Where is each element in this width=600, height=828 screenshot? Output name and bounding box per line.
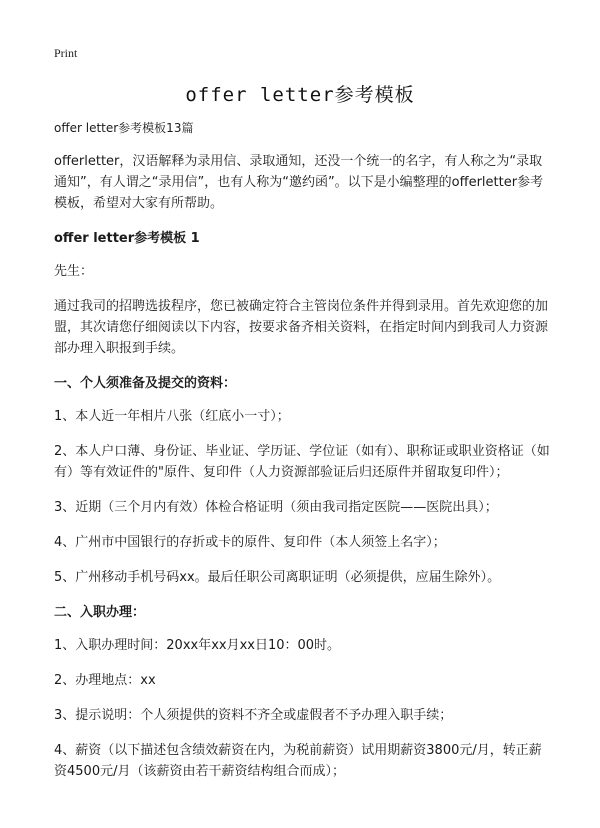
list-item: 1、本人近一年相片八张（红底小一寸）； — [54, 409, 290, 424]
body-intro-paragraph: 通过我司的招聘选拔程序，您已被确定符合主管岗位条件并得到录用。首先欢迎您的加盟，其次请您仔细阅读以下内容，按要求备齐相关资料，在指定时间内到我司人力资源部办理入职报到手续。 — [54, 299, 549, 356]
list-item: 4、广州市中国银行的存折或卡的原件、复印件（本人须签上名字）； — [54, 535, 446, 550]
document-title: offer letter参考模板 — [185, 84, 415, 106]
heading-onboarding: 二、入职办理： — [54, 605, 146, 620]
list-item: 4、薪资（以下描述包含绩效薪资在内，为税前薪资）试用期薪资3800元/月，转正薪资4500元/月（该薪资由若干薪资结构组合而成）； — [54, 743, 542, 779]
document-content — [54, 118, 554, 796]
list-item: 2、办理地点：xx — [54, 673, 156, 688]
list-item: 1、入职办理时间：20xx年xx月xx日10：00时。 — [54, 638, 341, 653]
heading-required-materials: 一、个人须准备及提交的资料： — [54, 376, 237, 391]
document-subtitle: offer letter参考模板13篇 — [54, 121, 194, 135]
list-item: 5、广州移动手机号码xx。最后任职公司离职证明（必须提供，应届生除外）。 — [54, 570, 501, 585]
list-item: 3、近期（三个月内有效）体检合格证明（须由我司指定医院——医院出具）； — [54, 500, 498, 515]
print-link[interactable]: Print — [54, 46, 78, 60]
section-heading-template-1: offer letter参考模板 1 — [54, 231, 200, 246]
list-item: 2、本人户口薄、身份证、毕业证、学历证、学位证（如有）、职称证或职业资格证（如有）等有效证件的"原件、复印件（人力资源部验证后归还原件并留取复印件）； — [54, 444, 550, 480]
list-item: 3、提示说明：个人须提供的资料不齐全或虚假者不予办理入职手续； — [54, 708, 453, 723]
intro-paragraph: offerletter，汉语解释为录用信、录取通知，还没一个统一的名字，有人称之为“录取通知”，有人谓之“录用信”，也有人称为“邀约函”。以下是小编整理的offerletter参考模板，希望对大家有所帮助。 — [54, 154, 544, 211]
salutation: 先生： — [54, 264, 94, 279]
